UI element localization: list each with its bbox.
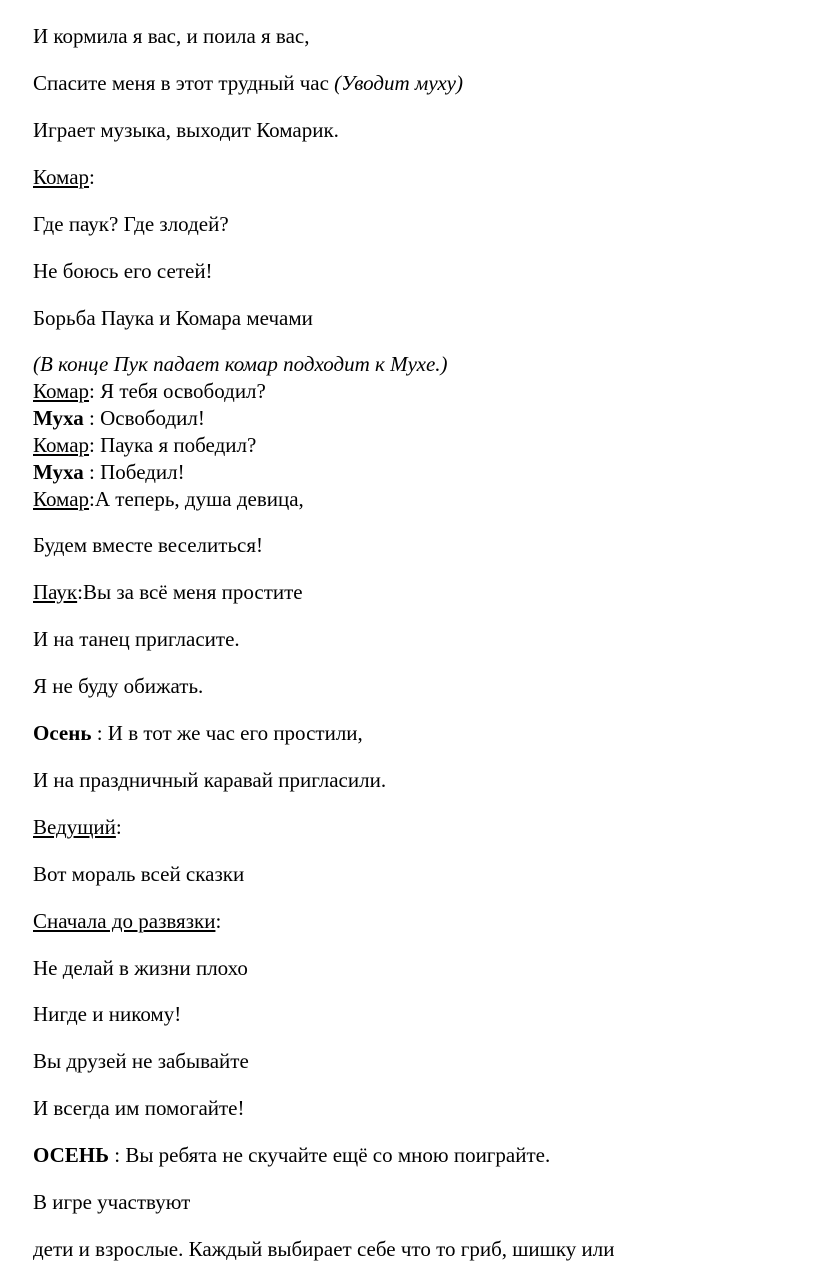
speaker-line: ОСЕНЬ : Вы ребята не скучайте ещё со мною поиграйте. — [33, 1143, 551, 1167]
speaker-name: Осень — [33, 721, 92, 745]
stage-direction: (В конце Пук падает комар подходит к Мухе.) — [33, 352, 448, 376]
text-line-with-stage-direction: Спасите меня в этот трудный час (Уводит муху) — [33, 71, 463, 95]
speaker-line: Комар:А теперь, душа девица, — [33, 487, 304, 511]
text-line: Вы друзей не забывайте — [33, 1049, 249, 1073]
text-line: И кормила я вас, и поила я вас, — [33, 24, 310, 48]
text-line: дети и взрослые. Каждый выбирает себе что то гриб, шишку или — [33, 1237, 615, 1261]
speaker-name: Комар — [33, 379, 90, 403]
speaker-line: Муха : Победил! — [33, 460, 185, 484]
text-line: И на праздничный каравай пригласили. — [33, 768, 387, 792]
speaker-line: Комар: — [33, 165, 95, 189]
speaker-line: Осень : И в тот же час его простили, — [33, 721, 363, 745]
speaker-name: Комар — [33, 165, 90, 189]
text-line: Не боюсь его сетей! — [33, 259, 213, 283]
speaker-name: Ведущий — [33, 815, 116, 839]
speaker-name: Муха — [33, 460, 84, 484]
text-line: Я не буду обижать. — [33, 674, 204, 698]
speaker-line: Паук:Вы за всё меня простите — [33, 580, 303, 604]
text-line: Вот мораль всей сказки — [33, 862, 245, 886]
speaker-line: Муха : Освободил! — [33, 406, 205, 430]
text-line: Не делай в жизни плохо — [33, 956, 248, 980]
speaker-line: Комар: Паука я победил? — [33, 433, 257, 457]
speaker-line: Комар: Я тебя освободил? — [33, 379, 266, 403]
speaker-name: ОСЕНЬ — [33, 1143, 109, 1167]
speaker-line: Сначала до развязки: — [33, 909, 222, 933]
speaker-name: Муха — [33, 406, 84, 430]
speaker-name: Комар — [33, 433, 90, 457]
text-line: Борьба Паука и Комара мечами — [33, 306, 313, 330]
speaker-name: Паук — [33, 580, 78, 604]
stage-direction: (Уводит муху) — [334, 71, 463, 95]
text-line: Играет музыка, выходит Комарик. — [33, 118, 339, 142]
speaker-name: Сначала до развязки — [33, 909, 216, 933]
text-line: И всегда им помогайте! — [33, 1096, 245, 1120]
speaker-line: Ведущий: — [33, 815, 122, 839]
speaker-name: Комар — [33, 487, 90, 511]
text-line: Где паук? Где злодей? — [33, 212, 229, 236]
text-line: Будем вместе веселиться! — [33, 533, 263, 557]
text-line: В игре участвуют — [33, 1190, 191, 1214]
text-line: И на танец пригласите. — [33, 627, 240, 651]
text-line: Нигде и никому! — [33, 1002, 182, 1026]
